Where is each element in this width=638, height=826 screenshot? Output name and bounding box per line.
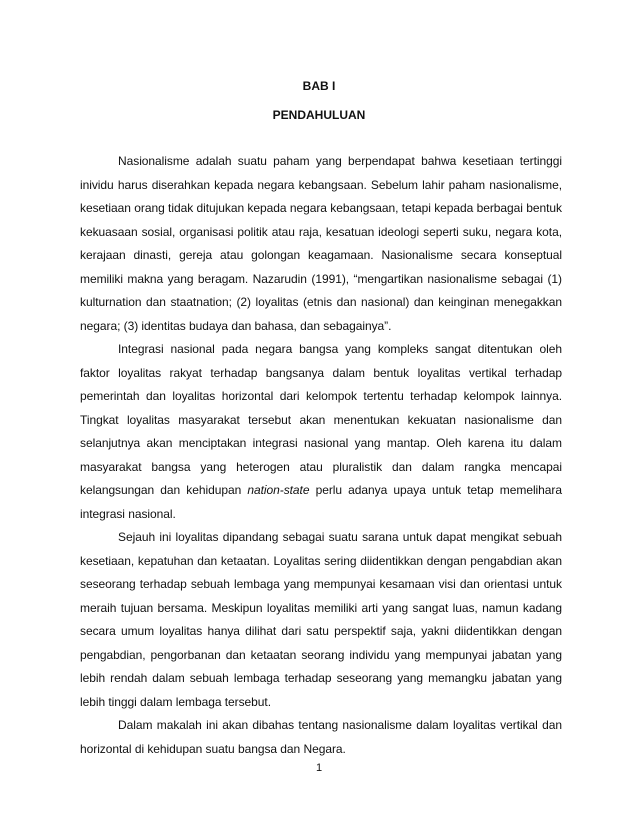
paragraph-2-text-before: Integrasi nasional pada negara bangsa yang kompleks sangat ditentukan oleh faktor loyalitas rakyat terhadap bangsanya dalam bentuk loyalitas vertikal terhadap pemerintah dan loyalitas horizontal dari kelompok tertentu terhadap kelompok lainnya. Tingkat loyalitas masyarakat tersebut akan menentukan kekuatan nasionalisme dan selanjutnya akan menciptakan integrasi nasional yang mantap. Oleh karena itu dalam masyarakat bangsa yang heterogen atau pluralistik dan dalam rangka mencapai kelangsungan dan kehidupan <box>80 342 562 497</box>
paragraph-2-italic-term: nation-state <box>247 483 310 497</box>
paragraph-4: Dalam makalah ini akan dibahas tentang nasionalisme dalam loyalitas vertikal dan horizontal di kehidupan suatu bangsa dan Negara. <box>80 718 562 756</box>
chapter-number: BAB I <box>302 79 336 93</box>
document-body <box>80 150 562 761</box>
chapter-title: PENDAHULUAN <box>272 108 366 122</box>
paragraph-2-text-after: perlu adanya upaya untuk tetap memelihara integrasi nasional. <box>80 483 562 521</box>
paragraph-3: Sejauh ini loyalitas dipandang sebagai suatu sarana untuk dapat mengikat sebuah kesetiaan, kepatuhan dan ketaatan. Loyalitas sering diidentikkan dengan pengabdian akan seseorang terhadap sebuah lembaga yang mempunyai kesamaan visi dan orientasi untuk meraih tujuan bersama. Meskipun loyalitas memiliki arti yang sangat luas, namun kadang secara umum loyalitas hanya dilihat dari satu perspektif saja, yakni diidentikkan dengan pengabdian, pengorbanan dan ketaatan seorang individu yang mempunyai jabatan yang lebih rendah dalam sebuah lembaga terhadap seseorang yang memangku jabatan yang lebih tinggi dalam lembaga tersebut. <box>80 530 562 709</box>
page-number: 1 <box>315 762 323 774</box>
paragraph-1: Nasionalisme adalah suatu paham yang berpendapat bahwa kesetiaan tertinggi inividu harus diserahkan kepada negara kebangsaan. Sebelum lahir paham nasionalisme, kesetiaan orang tidak ditujukan kepada negara kebangsaan, tetapi kepada berbagai bentuk kekuasaan sosial, organisasi politik atau raja, kesatuan ideologi seperti suku, negara kota, kerajaan dinasti, gereja atau golongan keagamaan. Nasionalisme secara konseptual memiliki makna yang beragam. Nazarudin (1991), “mengartikan nasionalisme sebagai (1) kulturnation dan staatnation; (2) loyalitas (etnis dan nasional) dan keinginan menegakkan negara; (3) identitas budaya dan bahasa, dan sebagainya”. <box>80 154 562 333</box>
paragraph-2 <box>80 338 562 526</box>
